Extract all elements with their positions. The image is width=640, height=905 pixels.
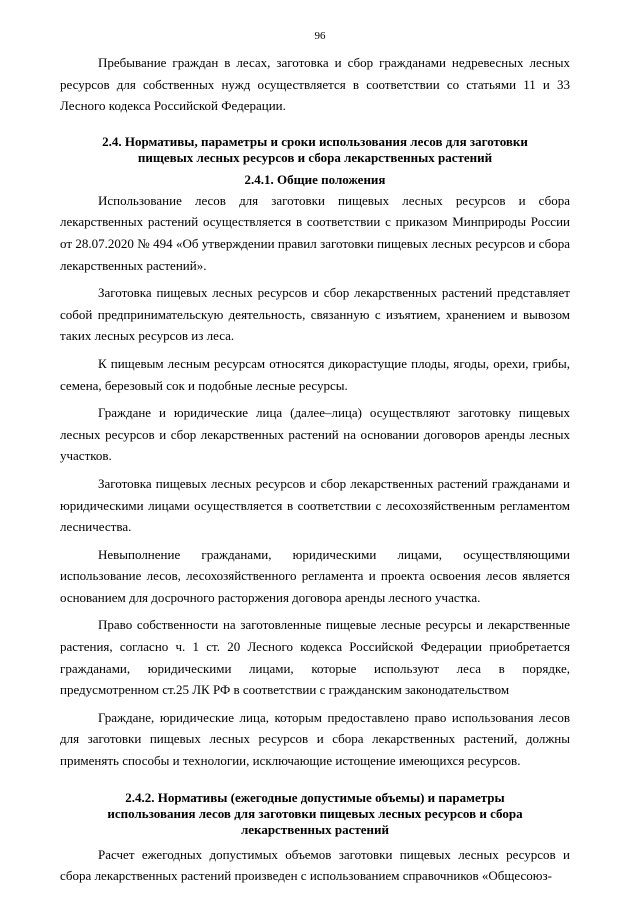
section-2-4-heading-line-2: пищевых лесных ресурсов и сбора лекарственных растений [137, 149, 493, 165]
section-2-4-2-heading-line-3: лекарственных растений [240, 821, 390, 837]
section-2-4-heading-line-1: 2.4. Нормативы, параметры и сроки использования лесов для заготовки [102, 133, 528, 149]
section-2-4-2-heading-line-2: использования лесов для заготовки пищевых лесных ресурсов и сбора [107, 805, 523, 821]
intro-paragraph: Пребывание граждан в лесах, заготовка и сбор гражданами недревесных лесных ресурсов для собственных нужд осуществляется в соответствии со статьями 11 и 33 Лесного кодекса Российской Федерации. [60, 55, 570, 114]
section-2-4-1-paragraph-2: Заготовка пищевых лесных ресурсов и сбор лекарственных растений представляет собой предпринимательскую деятельность, связанную с изъятием, хранением и вывозом таких лесных ресурсов из леса. [60, 285, 570, 344]
section-2-4-2-heading-line-1: 2.4.2. Нормативы (ежегодные допустимые объемы) и параметры [125, 789, 505, 805]
section-2-4-1-paragraph-5: Заготовка пищевых лесных ресурсов и сбор лекарственных растений гражданами и юридическими лицами осуществляется в соответствии с лесохозяйственным регламентом лесничества. [60, 475, 570, 535]
section-2-4-heading [60, 134, 570, 166]
section-2-4-1-paragraph-1: Использование лесов для заготовки пищевых лесных ресурсов и сбора лекарственных растений осуществляется в соответствии с приказом Минприроды России от 28.07.2020 № 494 «Об утверждении правил заготовки пищевых лесных ресурсов и сбора лекарственных растений». [60, 192, 570, 273]
section-2-4-2-heading [60, 790, 570, 838]
section-2-4-1-paragraph-8: Граждане, юридические лица, которым предоставлено право использования лесов для заготовки пищевых лесных ресурсов и сбора лекарственных растений, должны применять способы и технологии, исключающие истощение имеющихся ресурсов. [60, 709, 570, 769]
page-content [60, 52, 570, 893]
section-2-4-1-paragraph-3: К пищевым лесным ресурсам относятся дикорастущие плоды, ягоды, орехи, грибы, семена, березовый сок и подобные лесные ресурсы. [60, 355, 570, 393]
section-2-4-1-heading: 2.4.1. Общие положения [244, 171, 386, 187]
section-2-4-1-paragraph-7: Право собственности на заготовленные пищевые лесные ресурсы и лекарственные растения, согласно ч. 1 ст. 20 Лесного кодекса Российской Федерации приобретается гражданами, юридическими лицами, которые используют леса в порядке, предусмотренном ст.25 ЛК РФ в соответствии с гражданским законодательством [60, 617, 570, 698]
section-2-4-1-paragraph-4: Граждане и юридические лица (далее–лица) осуществляют заготовку пищевых лесных ресурсов и сбор лекарственных растений на основании договоров аренды лесных участков. [60, 405, 570, 464]
page-number: 96 [314, 30, 326, 42]
section-2-4-1-paragraph-6: Невыполнение гражданами, юридическими лицами, осуществляющими использование лесов, лесохозяйственного регламента и проекта освоения лесов является основанием для досрочного расторжения договора аренды лесного участка. [60, 546, 570, 605]
section-2-4-2-paragraph-1: Расчет ежегодных допустимых объемов заготовки пищевых лесных ресурсов и сбора лекарственных растений произведен с использованием справочников «Общесоюз- [60, 846, 570, 884]
